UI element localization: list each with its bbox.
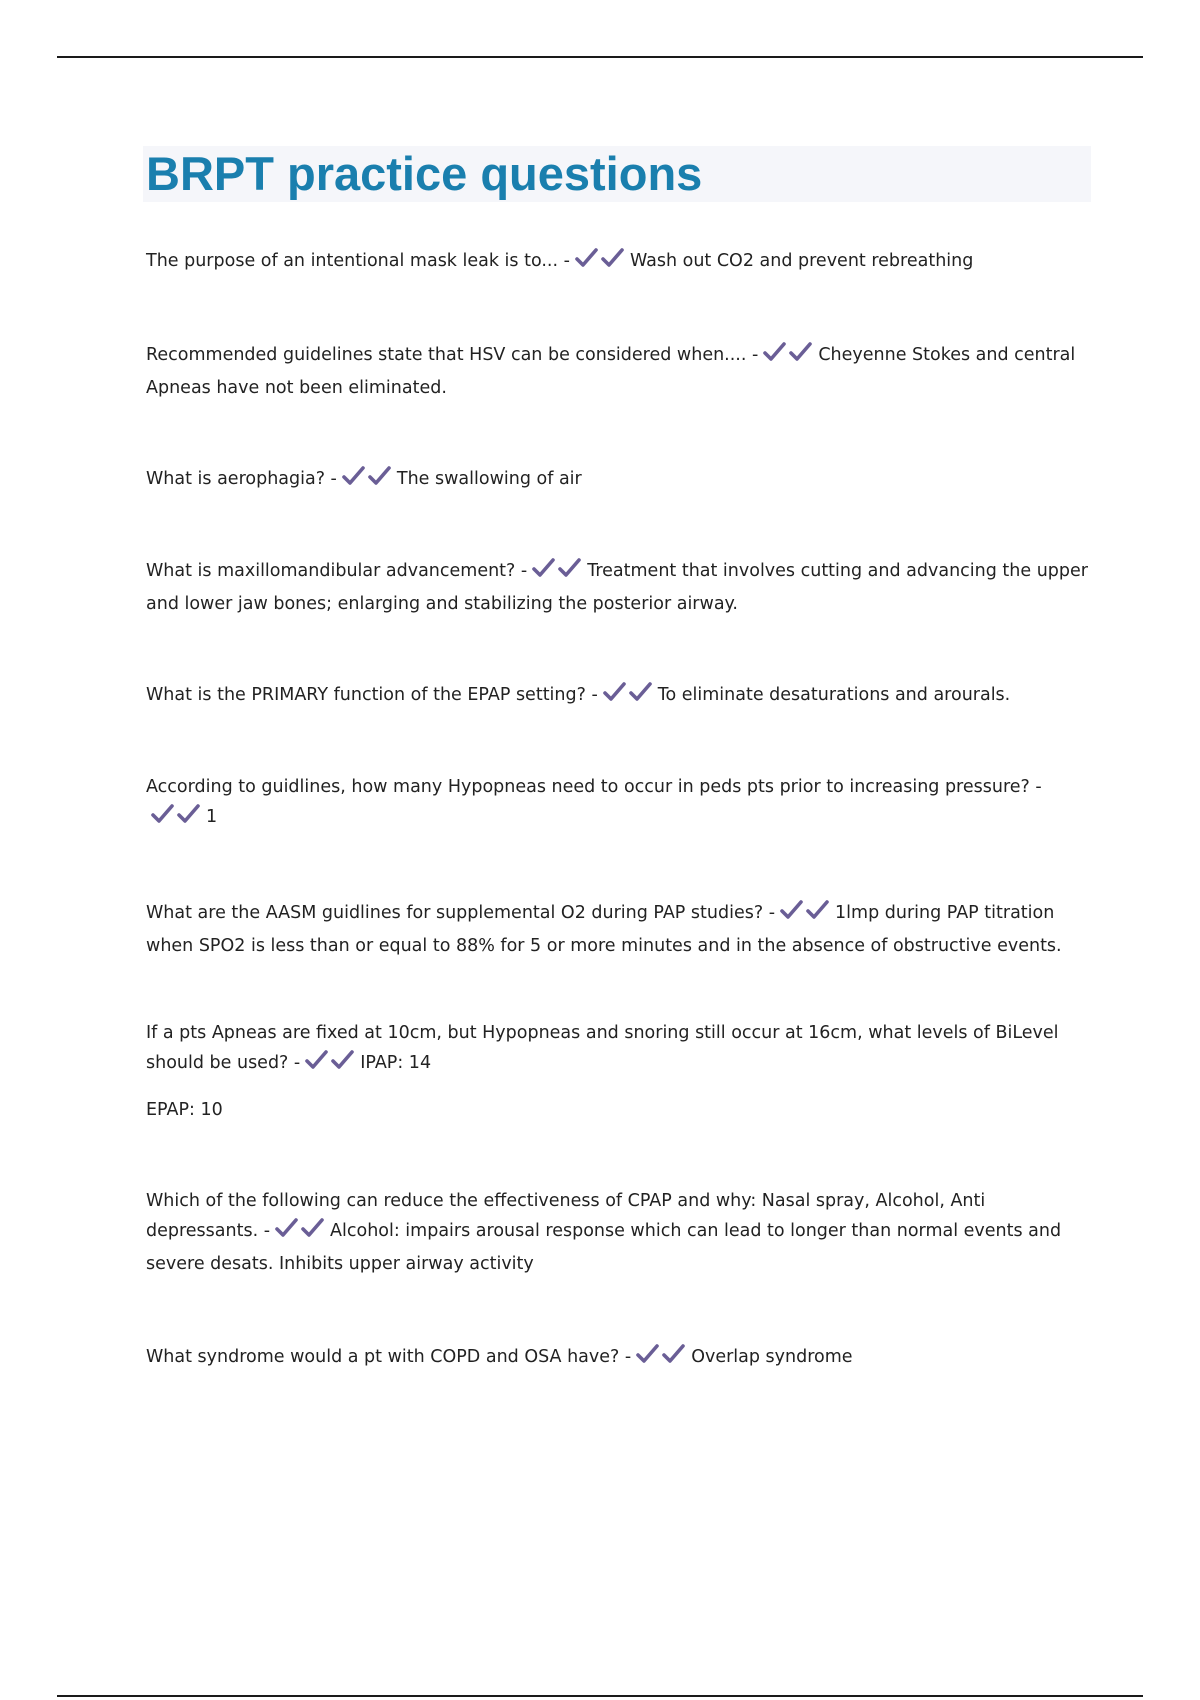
check-icon — [176, 803, 202, 825]
answer-text: The swallowing of air — [396, 469, 582, 489]
check-icon — [330, 1049, 356, 1071]
qa-item-4 — [146, 556, 1096, 619]
answer-text: Overlap syndrome — [691, 1347, 853, 1367]
qa-item-1 — [146, 246, 1046, 279]
qa-text — [146, 1186, 1096, 1279]
question-text: Which of the following can reduce the effectiveness of CPAP and why: Nasal spray, Alcohol, Anti depressants. - — [146, 1191, 986, 1241]
question-text: Recommended guidelines state that HSV can be considered when.... - — [146, 345, 759, 365]
qa-text — [146, 680, 1096, 713]
double-check-icon — [574, 247, 626, 279]
qa-item-6 — [146, 772, 1096, 835]
check-icon — [762, 341, 788, 363]
qa-text — [146, 1018, 1096, 1081]
qa-text — [146, 1342, 1096, 1375]
question-text: What is the PRIMARY function of the EPAP setting? - — [146, 685, 598, 705]
answer-continuation: EPAP: 10 — [146, 1100, 223, 1120]
check-icon — [628, 681, 654, 703]
qa-text — [146, 898, 1096, 961]
qa-text — [146, 556, 1096, 619]
double-check-icon — [304, 1049, 356, 1081]
answer-text: 1lmp during PAP titration when SPO2 is less than or equal to 88% for 5 or more minutes and in the absence of obstructive events. — [146, 903, 1062, 956]
check-icon — [788, 341, 814, 363]
question-text: What syndrome would a pt with COPD and OSA have? - — [146, 1347, 632, 1367]
answer-text: To eliminate desaturations and arourals. — [657, 685, 1011, 705]
double-check-icon — [635, 1343, 687, 1375]
check-icon — [367, 465, 393, 487]
question-text: What is aerophagia? - — [146, 469, 337, 489]
check-icon — [300, 1217, 326, 1239]
answer-text: Wash out CO2 and prevent rebreathing — [629, 251, 974, 271]
question-text: What is maxillomandibular advancement? - — [146, 561, 528, 581]
check-icon — [779, 899, 805, 921]
check-icon — [274, 1217, 300, 1239]
double-check-icon — [150, 803, 202, 835]
page-title: BRPT practice questions — [146, 147, 703, 200]
double-check-icon — [779, 899, 831, 931]
qa-item-2 — [146, 340, 1096, 403]
check-icon — [531, 557, 557, 579]
qa-item-7 — [146, 898, 1096, 961]
qa-item-8 — [146, 1018, 1096, 1125]
qa-item-5 — [146, 680, 1096, 713]
qa-text — [146, 246, 1046, 279]
check-icon — [557, 557, 583, 579]
answer-text: IPAP: 14 — [360, 1053, 432, 1073]
qa-item-9 — [146, 1186, 1096, 1279]
check-icon — [304, 1049, 330, 1071]
question-text: The purpose of an intentional mask leak is to... - — [146, 251, 570, 271]
answer-text: Alcohol: impairs arousal response which can lead to longer than normal events and severe desats. Inhibits upper airway activity — [146, 1221, 1062, 1274]
double-check-icon — [274, 1217, 326, 1249]
question-text: If a pts Apneas are fixed at 10cm, but Hypopneas and snoring still occur at 16cm, what levels of BiLevel should be used? - — [146, 1023, 1059, 1073]
qa-item-10 — [146, 1342, 1096, 1375]
double-check-icon — [531, 557, 583, 589]
check-icon — [805, 899, 831, 921]
qa-text — [146, 772, 1096, 835]
question-text: What are the AASM guidlines for supplemental O2 during PAP studies? - — [146, 903, 776, 923]
answer-text: Treatment that involves cutting and advancing the upper and lower jaw bones; enlarging and stabilizing the posterior airway. — [146, 561, 1088, 614]
top-rule — [57, 56, 1143, 58]
double-check-icon — [602, 681, 654, 713]
bottom-rule — [57, 1695, 1143, 1697]
question-text: According to guidlines, how many Hypopneas need to occur in peds pts prior to increasing pressure? - — [146, 777, 1042, 797]
answer-text: Cheyenne Stokes and central Apneas have not been eliminated. — [146, 345, 1076, 398]
check-icon — [600, 247, 626, 269]
check-icon — [574, 247, 600, 269]
check-icon — [635, 1343, 661, 1365]
qa-text — [146, 464, 1096, 497]
check-icon — [150, 803, 176, 825]
check-icon — [661, 1343, 687, 1365]
double-check-icon — [762, 341, 814, 373]
qa-item-3 — [146, 464, 1096, 497]
check-icon — [602, 681, 628, 703]
check-icon — [341, 465, 367, 487]
double-check-icon — [341, 465, 393, 497]
answer-text: 1 — [206, 807, 218, 827]
qa-text — [146, 340, 1096, 403]
